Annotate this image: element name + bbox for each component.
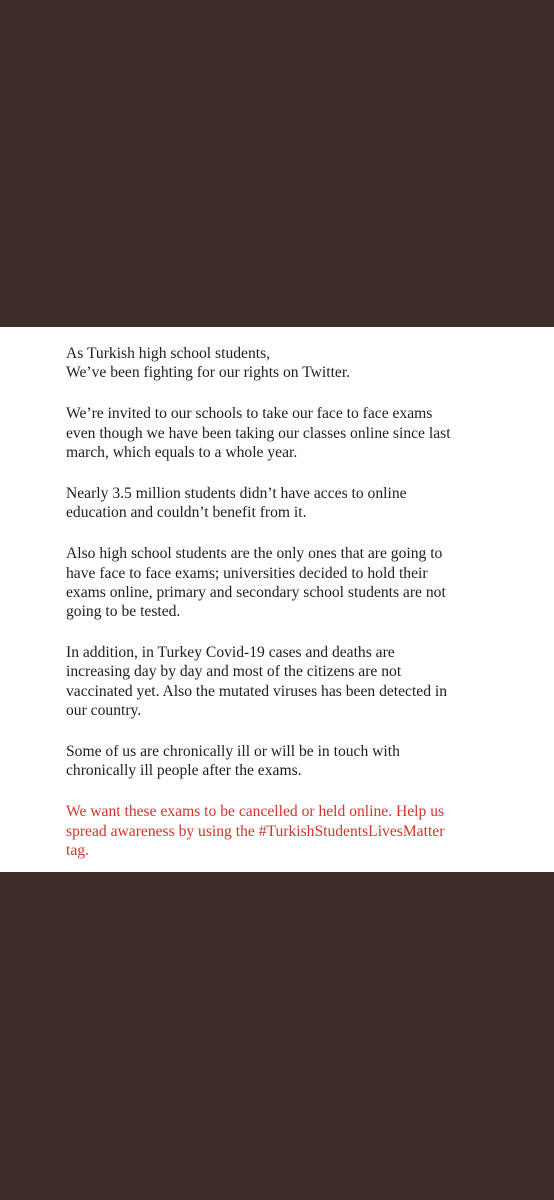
paragraph-online-access: Nearly 3.5 million students didn’t have acces to online education and couldn’t benefit from it.: [66, 485, 407, 522]
statement-card: [0, 327, 554, 872]
top-background-band: [0, 0, 554, 327]
paragraph-covid-cases: In addition, in Turkey Covid-19 cases and deaths are increasing day by day and most of the citizens are not vaccinated yet. Also the mutated viruses has been detected in our country.: [66, 644, 448, 719]
paragraph-face-to-face-exams: Also high school students are the only ones that are going to have face to face exams; universities decided to hold their exams online, primary and secondary school students are not going to be tested.: [66, 545, 446, 621]
paragraph-intro: As Turkish high school students, We’ve been fighting for our rights on Twitter.: [66, 345, 351, 382]
bottom-background-band: [0, 872, 554, 1200]
paragraph-chronically-ill: Some of us are chronically ill or will be in touch with chronically ill people after the exams.: [66, 743, 400, 780]
paragraph-exams-invitation: We’re invited to our schools to take our face to face exams even though we have been taking our classes online since last march, which equals to a whole year.: [66, 405, 451, 461]
call-to-action: We want these exams to be cancelled or held online. Help us spread awareness by using the #TurkishStudentsLivesMatter tag.: [66, 803, 445, 859]
